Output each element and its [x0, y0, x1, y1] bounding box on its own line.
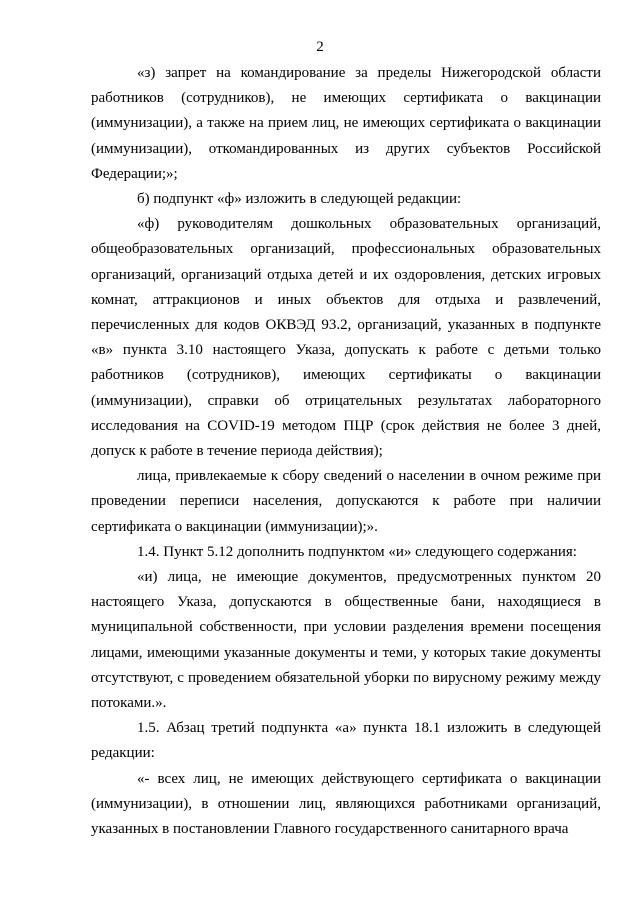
paragraph-census-workers: лица, привлекаемые к сбору сведений о населении в очном режиме при проведении переписи населения, допускаются к работе при наличии сертификата о вакцинации (иммунизации);». — [91, 468, 601, 535]
paragraph-subclause-f: «ф) руководителям дошкольных образовательных организаций, общеобразовательных организаций, профессиональных образовательных организаций, организаций отдыха детей и их оздоровления, детских игровых комнат, аттракционов и иных объектов для отдыха и развлечений, перечисленных для кодов ОКВЭД 93.2, организаций, указанных в подпункте «в» пункта 3.10 настоящего Указа, допускать к работе с детьми только работников (сотрудников), имеющих сертификаты о вакцинации (иммунизации), справки об отрицательных результатах лабораторного исследования на COVID-19 методом ПЦР (срок действия не более 3 дней, допуск к работе в течение периода действия); — [91, 216, 601, 460]
page-number: 2 — [316, 39, 324, 55]
paragraph-subclause-z: «з) запрет на командирование за пределы Нижегородской области работников (сотрудников), не имеющих сертификата о вакцинации (иммунизации), а также на прием лиц, не имеющих сертификата о вакцинации (иммунизации), откомандированных из других субъектов Российской Федерации;»; — [91, 65, 601, 182]
paragraph-all-persons: «- всех лиц, не имеющих действующего сертификата о вакцинации (иммунизации), в отношении лиц, являющихся работниками организаций, указанных в постановлении Главного государственного санитарного врача — [91, 770, 601, 838]
paragraph-subclause-f-intro: б) подпункт «ф» изложить в следующей редакции: — [137, 191, 462, 208]
paragraph-item-1-5: 1.5. Абзац третий подпункта «а» пункта 18.1 изложить в следующей редакции: — [91, 720, 601, 762]
paragraph-item-1-4: 1.4. Пункт 5.12 дополнить подпунктом «и» следующего содержания: — [137, 543, 577, 560]
paragraph-subclause-i: «и) лица, не имеющие документов, предусмотренных пунктом 20 настоящего Указа, допускаются в общественные бани, находящиеся в муниципальной собственности, при условии разделения времени посещения лицами, имеющими указанные документы и теми, у которых такие документы отсутствуют, с проведением обязательной уборки по вирусному режиму между потоками.». — [91, 569, 601, 712]
document-body — [91, 61, 601, 842]
